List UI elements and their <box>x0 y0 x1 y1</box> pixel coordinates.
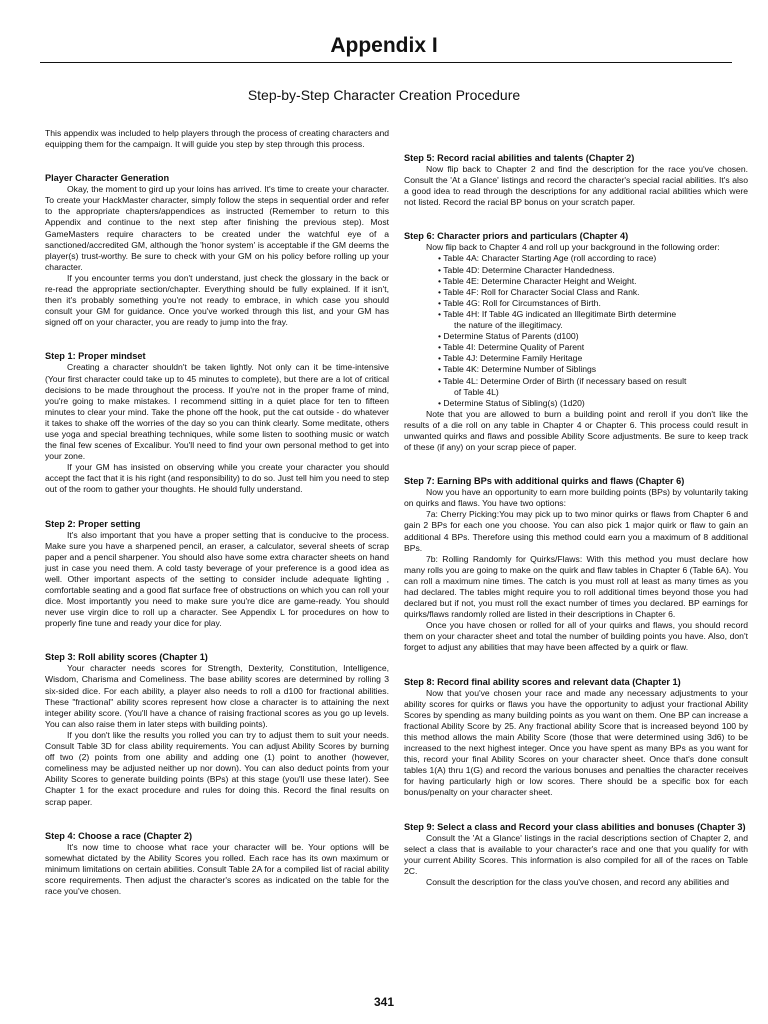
list-item: • Table 4G: Roll for Circumstances of Birth. <box>438 297 601 308</box>
paragraph: Now you have an opportunity to earn more building points (BPs) by voluntarily taking on quirks and flaws. You have two options: <box>404 487 748 509</box>
intro-paragraph: This appendix was included to help players through the process of creating characters and equipping them for the campaign. It will guide you step by step through this process. <box>45 128 389 150</box>
paragraph: Consult the description for the class you've chosen, and record any abilities and <box>426 876 730 887</box>
paragraph: 7a: Cherry Picking:You may pick up to two minor quirks or flaws from Chapter 6 and gain 2 BPs for each one you choose. You can also pick 1 major quirk or flaw to gain an additional 4 BPs. Therefore using this method could earn you a maximum of 8 additional BPs. <box>404 509 748 553</box>
list-item: • Table 4J: Determine Family Heritage <box>438 353 583 364</box>
section-heading-step-1: Step 1: Proper mindset <box>45 351 146 362</box>
paragraph: Okay, the moment to gird up your loins has arrived. It's time to create your character. To create your HackMaster character, simply follow the steps in sequential order and refer to the appropriate chapters/appendices as instructed (Remember to return to this Appendix and continue to the next step after finishing the previous step). Most GameMasters require characters to be created under the watchful eye of a sanctioned/accredited GM, although the 'honor system' is acceptable if the GM deems the player(s) trust-worthy. Be sure to check with your GM on his policy before rolling up your character. <box>45 184 389 272</box>
section-heading-pcg: Player Character Generation <box>45 173 170 184</box>
paragraph: Note that you are allowed to burn a building point and reroll if you don't like the results of a die roll on any table in Chapter 4 or Chapter 6. This process could result in unwanted quirks and flaws and possible Ability Score adjustments. Be sure to keep track of these (if any) on your scrap piece of paper. <box>404 408 748 453</box>
list-item: • Table 4D: Determine Character Handedness. <box>438 264 615 275</box>
paragraph: If you encounter terms you don't understand, just check the glossary in the back or re-read the appropriate section/chapter. Everything should be fully explained. If it isn't, then it's probably something you're not ready to embrace, in which case you should consult your GM for guidance. Once you've worked through this list, and your GM has signed off on your character, you are ready to jump into the fray. <box>45 272 389 328</box>
section-heading-step-4: Step 4: Choose a race (Chapter 2) <box>45 830 193 841</box>
paragraph: Once you have chosen or rolled for all of your quirks and flaws, you should record them on your character sheet and total the number of building points you have. Also, don't forget to adjust any abilities that may have been affected by a quirk or flaw. <box>404 620 748 653</box>
list-item: the nature of the illegitimacy. <box>454 320 563 331</box>
paragraph: Now flip back to Chapter 2 and find the description for the race you've chosen. Consult the 'At a Glance' listings and record the character's special racial abilities. It's also a good idea to read through the descriptions for any additional racial abilities which were not listed. Record the racial BP bonus on your scratch paper. <box>404 164 748 208</box>
paragraph: If your GM has insisted on observing while you create your character you should accept the fact that it is his right (and responsibility) to do so. Just tell him you need to step out of the room to gather your thoughts. He should fully understand. <box>45 462 389 495</box>
left-column <box>45 128 389 897</box>
title-rule <box>40 62 732 63</box>
section-heading-step-3: Step 3: Roll ability scores (Chapter 1) <box>45 652 208 663</box>
paragraph: 7b: Rolling Randomly for Quirks/Flaws: With this method you must declare how many rolls you are going to make on the quirk and flaw tables in Chapter 6 (Table 6A). You can roll a maximum nine times. The catch is you must roll at least as many times as you had declared. The tables might require you to roll additional times beyond those you had declared but if not, you must roll the exact number of times you declared. BP earnings for quirks/flaws randomly rolled are listed in their descriptions in Chapter 6. <box>404 553 748 620</box>
paragraph: Creating a character shouldn't be taken lightly. Not only can it be time-intensive (Your first character could take up to 45 minutes to complete), but there are a lot of critical decisions to be made throughout the process. If you're not in the proper frame of mind, you're going to make mistakes. I recommend sitting in a quiet place for ten to fifteen minutes to clear your mind. Take the phone off the hook, put the cat outside - do whatever it takes to shake off the worries of the day so you can think clearly. Some meditate, others use yoga and special breathing techniques, while some listen to soothing music or watch the final few scenes of Excalibur. You'll need to find your own personal method to get into your zone. <box>45 362 389 462</box>
page-number: 341 <box>373 995 395 1009</box>
background-table-list <box>404 253 748 408</box>
section-heading-step-7: Step 7: Earning BPs with additional quirks and flaws (Chapter 6) <box>404 476 685 487</box>
list-item: • Determine Status of Sibling(s) (1d20) <box>438 397 585 408</box>
paragraph: If you don't like the results you rolled you can try to adjust them to suit your needs. Consult Table 3D for class ability requirements. You can adjust Ability Scores by burning off two (2) points from one ability and adding one (1) point to another (however, comeliness may be adjusted neither up nor down). You can also deduct points from your Ability Scores to generate building points (BPs) at this stage (you'll use these later). See Chapter 1 for the exact procedure and rules for doing this. Record the final results on scrap paper. <box>45 729 389 807</box>
page-title: Appendix I <box>330 34 438 57</box>
paragraph: It's now time to choose what race your character will be. Your options will be somewhat dictated by the Ability Scores you rolled. Each race has its own maximum or minimum limitations on certain abilities. Consult Table 2A for a compiled list of racial ability score requirements. Then adjust the character's scores as indicated on the table for the race you've chosen. <box>45 841 389 896</box>
page-subtitle: Step-by-Step Character Creation Procedure <box>247 87 521 103</box>
list-item: • Table 4L: Determine Order of Birth (if necessary based on result <box>438 375 687 386</box>
paragraph: Consult the 'At a Glance' listings in the racial descriptions section of Chapter 2, and select a class that is available to your character's race and one that you qualify for with your current Ability Scores. This information is also compiled for all of the races on Table 2C. <box>404 832 748 876</box>
list-item: • Determine Status of Parents (d100) <box>438 331 579 342</box>
section-heading-step-8: Step 8: Record final ability scores and relevant data (Chapter 1) <box>404 676 681 687</box>
list-item: of Table 4L) <box>454 386 499 397</box>
paragraph: Your character needs scores for Strength, Dexterity, Constitution, Intelligence, Wisdom, Charisma and Comeliness. The base ability scores are determined by rolling 3 six-sided dice. For each ability, a player also needs to roll a d100 for fractional abilities. These "fractional" ability scores represent how close a character is to attaining the next integer ability score. (You'll have a chance of raising fractional scores as you go up levels. You can also raise them in later steps with building points). <box>45 663 389 729</box>
section-heading-step-2: Step 2: Proper setting <box>45 518 141 529</box>
list-item: • Table 4E: Determine Character Height and Weight. <box>438 275 637 286</box>
right-column <box>404 152 748 888</box>
paragraph: Now that you've chosen your race and made any necessary adjustments to your ability scores for quirks or flaws you have the opportunity to adjust your fractional Ability Scores by spending as many building points as you want on them. One BP can increase a fractional Ability Score by 25. Any fractional ability Score that is increased beyond 100 by this method allows the main Ability Score (those that were determined using 3d6) to be increased to the next highest integer. Once you have spent as many BPs as you want for this, record your final Ability Scores on your character sheet. Once that's done consult tables 1(A) thru 1(G) and record the various bonuses and penalties the character receives for having particularly high or low scores. There should be a specific box for each bonus/penalty on your character sheet. <box>404 687 748 798</box>
section-heading-step-5: Step 5: Record racial abilities and talents (Chapter 2) <box>404 153 635 163</box>
list-item: • Table 4A: Character Starting Age (roll according to race) <box>438 253 657 264</box>
list-item: • Table 4F: Roll for Character Social Class and Rank. <box>438 286 640 297</box>
paragraph: It's also important that you have a proper setting that is conducive to the process. Make sure you have a sharpened pencil, an eraser, a calculator, several sheets of scrap paper and a pencil sharpener. You should also have some extra character sheets on hand just in case you need them. A cold tasty beverage of your preference is a good idea as well. Other important aspects of the setting to consider include adequate lighting , comfortable seating and a good flat surface free of obstructions on which you can roll your dice. Most importantly you need to make sure you're dice are game-ready. You should never use virgin dice to roll up a character. See Appendix L for procedures on how to properly fine tune and ready your dice for play. <box>45 529 389 629</box>
paragraph: Now flip back to Chapter 4 and roll up your background in the following order: <box>426 242 720 253</box>
section-heading-step-9: Step 9: Select a class and Record your class abilities and bonuses (Chapter 3) <box>404 821 746 832</box>
section-heading-step-6: Step 6: Character priors and particulars (Chapter 4) <box>404 231 629 242</box>
list-item: • Table 4I: Determine Quality of Parent <box>438 342 585 353</box>
list-item: • Table 4K: Determine Number of Siblings <box>438 364 597 375</box>
list-item: • Table 4H: If Table 4G indicated an Illegitimate Birth determine <box>438 308 677 319</box>
